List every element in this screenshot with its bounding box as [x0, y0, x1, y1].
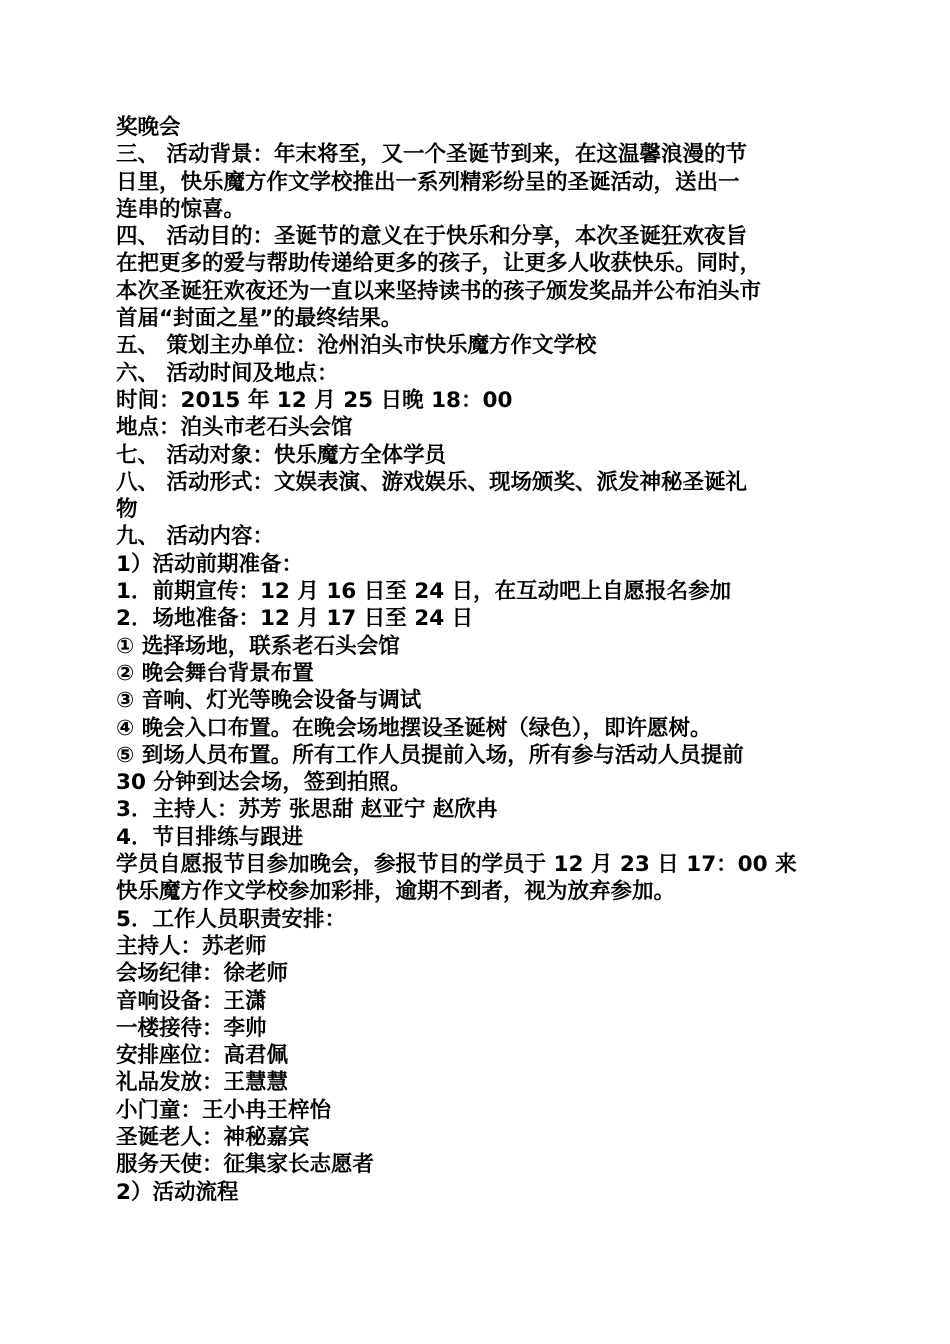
- staff-entry: 音响设备：王潇: [116, 988, 267, 1014]
- section-heading-time-place: 六、 活动时间及地点：: [116, 360, 339, 386]
- text-line: 本次圣诞狂欢夜还为一直以来坚持读书的孩子颁发奖品并公布泊头市: [116, 278, 762, 304]
- list-item: ③ 音响、灯光等晚会设备与调试: [116, 688, 422, 714]
- list-item-hosts: 3．主持人：苏芳 张思甜 赵亚宁 赵欣冉: [116, 797, 498, 823]
- document-body: [116, 114, 836, 1206]
- section-heading-purpose: 四、 活动目的：圣诞节的意义在于快乐和分享，本次圣诞狂欢夜旨: [116, 224, 747, 250]
- staff-entry: 主持人：苏老师: [116, 933, 267, 959]
- text-line: 连串的惊喜。: [116, 196, 246, 222]
- list-item: ⑤ 到场人员布置。所有工作人员提前入场，所有参与活动人员提前: [116, 742, 744, 768]
- staff-entry: 会场纪律：徐老师: [116, 961, 289, 987]
- text-line: 学员自愿报节目参加晚会，参报节目的学员于 12 月 23 日 17：00 来: [116, 852, 797, 878]
- list-item: 2．场地准备：12 月 17 日至 24 日: [116, 606, 474, 632]
- staff-entry: 服务天使：征集家长志愿者: [116, 1152, 375, 1178]
- list-item: ④ 晚会入口布置。在晚会场地摆设圣诞树（绿色），即许愿树。: [116, 715, 712, 741]
- staff-entry: 小门童：王小冉王梓怡: [116, 1097, 332, 1123]
- text-line: 奖晚会: [116, 115, 181, 140]
- text-line: 首届“封面之星”的最终结果。: [116, 306, 403, 332]
- staff-entry: 安排座位：高君佩: [116, 1043, 289, 1069]
- staff-entry: 圣诞老人：神秘嘉宾: [116, 1124, 310, 1150]
- text-line: 30 分钟到达会场，签到拍照。: [116, 770, 412, 796]
- subsection-preparation: 1）活动前期准备：: [116, 551, 303, 577]
- text-line: 快乐魔方作文学校参加彩排，逾期不到者，视为放弃参加。: [116, 879, 676, 905]
- list-item: 4．节目排练与跟进: [116, 824, 303, 850]
- section-heading-audience: 七、 活动对象：快乐魔方全体学员: [116, 442, 446, 468]
- list-item: 1．前期宣传：12 月 16 日至 24 日，在互动吧上自愿报名参加: [116, 579, 732, 605]
- section-heading-content: 九、 活动内容：: [116, 524, 274, 550]
- event-location: 地点：泊头市老石头会馆: [116, 415, 353, 441]
- list-item: ② 晚会舞台背景布置: [116, 660, 314, 686]
- staff-entry: 一楼接待：李帅: [116, 1015, 267, 1041]
- event-time: 时间：2015 年 12 月 25 日晚 18：00: [116, 387, 513, 413]
- list-item: 5．工作人员职责安排：: [116, 906, 346, 932]
- text-line: 物: [116, 497, 138, 523]
- section-heading-background: 三、 活动背景：年末将至，又一个圣诞节到来，在这温馨浪漫的节: [116, 142, 747, 168]
- text-line: 在把更多的爱与帮助传递给更多的孩子，让更多人收获快乐。同时，: [116, 251, 762, 277]
- section-heading-format: 八、 活动形式：文娱表演、游戏娱乐、现场颁奖、派发神秘圣诞礼: [116, 469, 747, 495]
- list-item: ① 选择场地，联系老石头会馆: [116, 633, 400, 659]
- staff-entry: 礼品发放：王慧慧: [116, 1070, 289, 1096]
- subsection-flow: 2）活动流程: [116, 1179, 239, 1205]
- text-line: 日里，快乐魔方作文学校推出一系列精彩纷呈的圣诞活动，送出一: [116, 169, 740, 195]
- section-heading-organizer: 五、 策划主办单位：沧州泊头市快乐魔方作文学校: [116, 333, 597, 359]
